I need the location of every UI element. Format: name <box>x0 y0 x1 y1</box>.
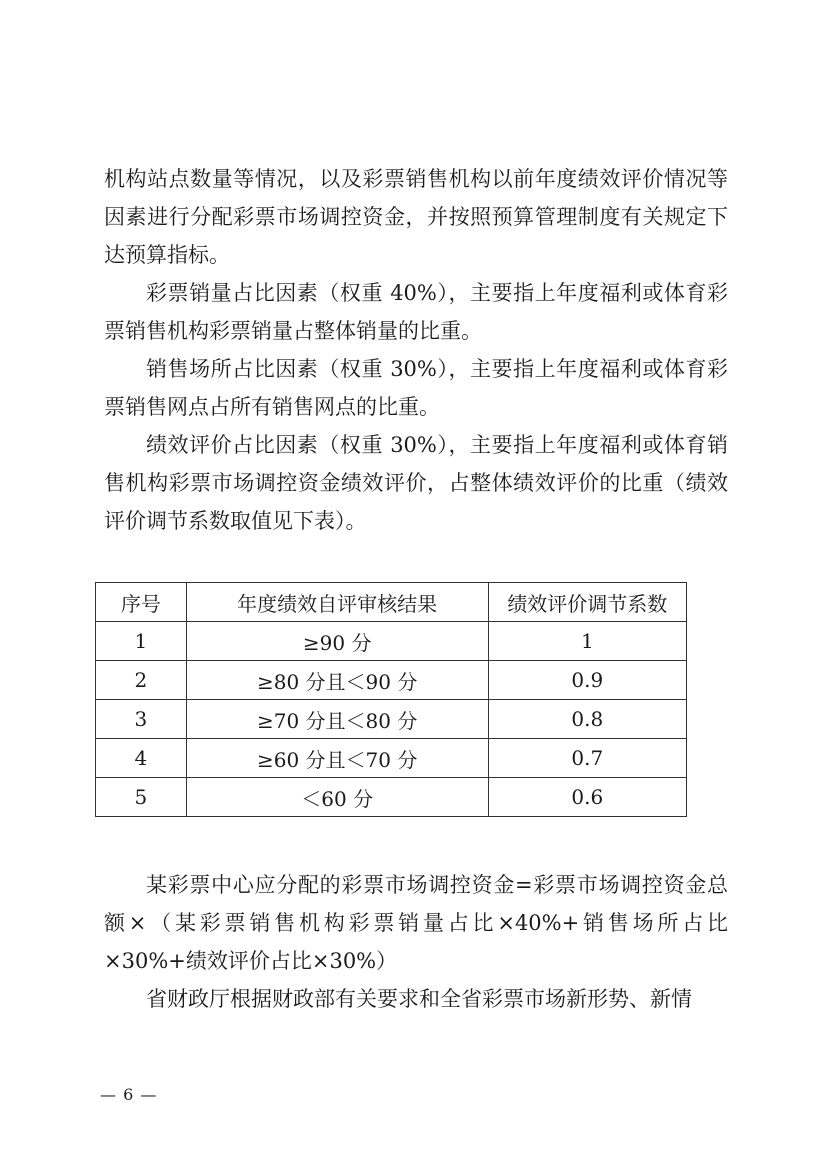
cell-coefficient: 0.7 <box>488 739 686 778</box>
cell-no: 3 <box>96 700 187 739</box>
table-row <box>96 778 687 817</box>
paragraph-allocation-formula: 某彩票中心应分配的彩票市场调控资金=彩票市场调控资金总额×（某彩票销售机构彩票销量占比×40%+销售场所占比×30%+绩效评价占比×30%） <box>104 873 728 973</box>
cell-no: 2 <box>96 661 187 700</box>
table-header-row <box>96 583 687 622</box>
cell-result: ≥90 分 <box>186 622 488 661</box>
header-cell-result: 年度绩效自评审核结果 <box>186 583 488 622</box>
page-number: — 6 — <box>100 1085 158 1104</box>
cell-result: ≥80 分且＜90 分 <box>186 661 488 700</box>
header-cell-no: 序号 <box>96 583 187 622</box>
table-row <box>96 700 687 739</box>
cell-coefficient: 1 <box>488 622 686 661</box>
table-row <box>96 661 687 700</box>
paragraph-closing: 省财政厅根据财政部有关要求和全省彩票市场新形势、新情 <box>146 987 692 1011</box>
paragraph-sales-factor: 彩票销量占比因素（权重 40%），主要指上年度福利或体育彩票销售机构彩票销量占整体销量的比重。 <box>104 281 728 343</box>
performance-coefficient-table <box>95 582 687 817</box>
cell-result: ≥60 分且＜70 分 <box>186 739 488 778</box>
cell-coefficient: 0.6 <box>488 778 686 817</box>
cell-result: ≥70 分且＜80 分 <box>186 700 488 739</box>
paragraph-venue-factor: 销售场所占比因素（权重 30%），主要指上年度福利或体育彩票销售网点占所有销售网点的比重。 <box>104 357 728 419</box>
cell-coefficient: 0.9 <box>488 661 686 700</box>
cell-coefficient: 0.8 <box>488 700 686 739</box>
cell-result: ＜60 分 <box>186 778 488 817</box>
cell-no: 1 <box>96 622 187 661</box>
cell-no: 4 <box>96 739 187 778</box>
paragraph-performance-factor: 绩效评价占比因素（权重 30%），主要指上年度福利或体育销售机构彩票市场调控资金绩效评价，占整体绩效评价的比重（绩效评价调节系数取值见下表）。 <box>104 433 728 533</box>
paragraph-allocation-basis: 机构站点数量等情况，以及彩票销售机构以前年度绩效评价情况等因素进行分配彩票市场调控资金，并按照预算管理制度有关规定下达预算指标。 <box>104 167 728 267</box>
table-row <box>96 739 687 778</box>
table-row <box>96 622 687 661</box>
cell-no: 5 <box>96 778 187 817</box>
header-cell-coefficient: 绩效评价调节系数 <box>488 583 686 622</box>
